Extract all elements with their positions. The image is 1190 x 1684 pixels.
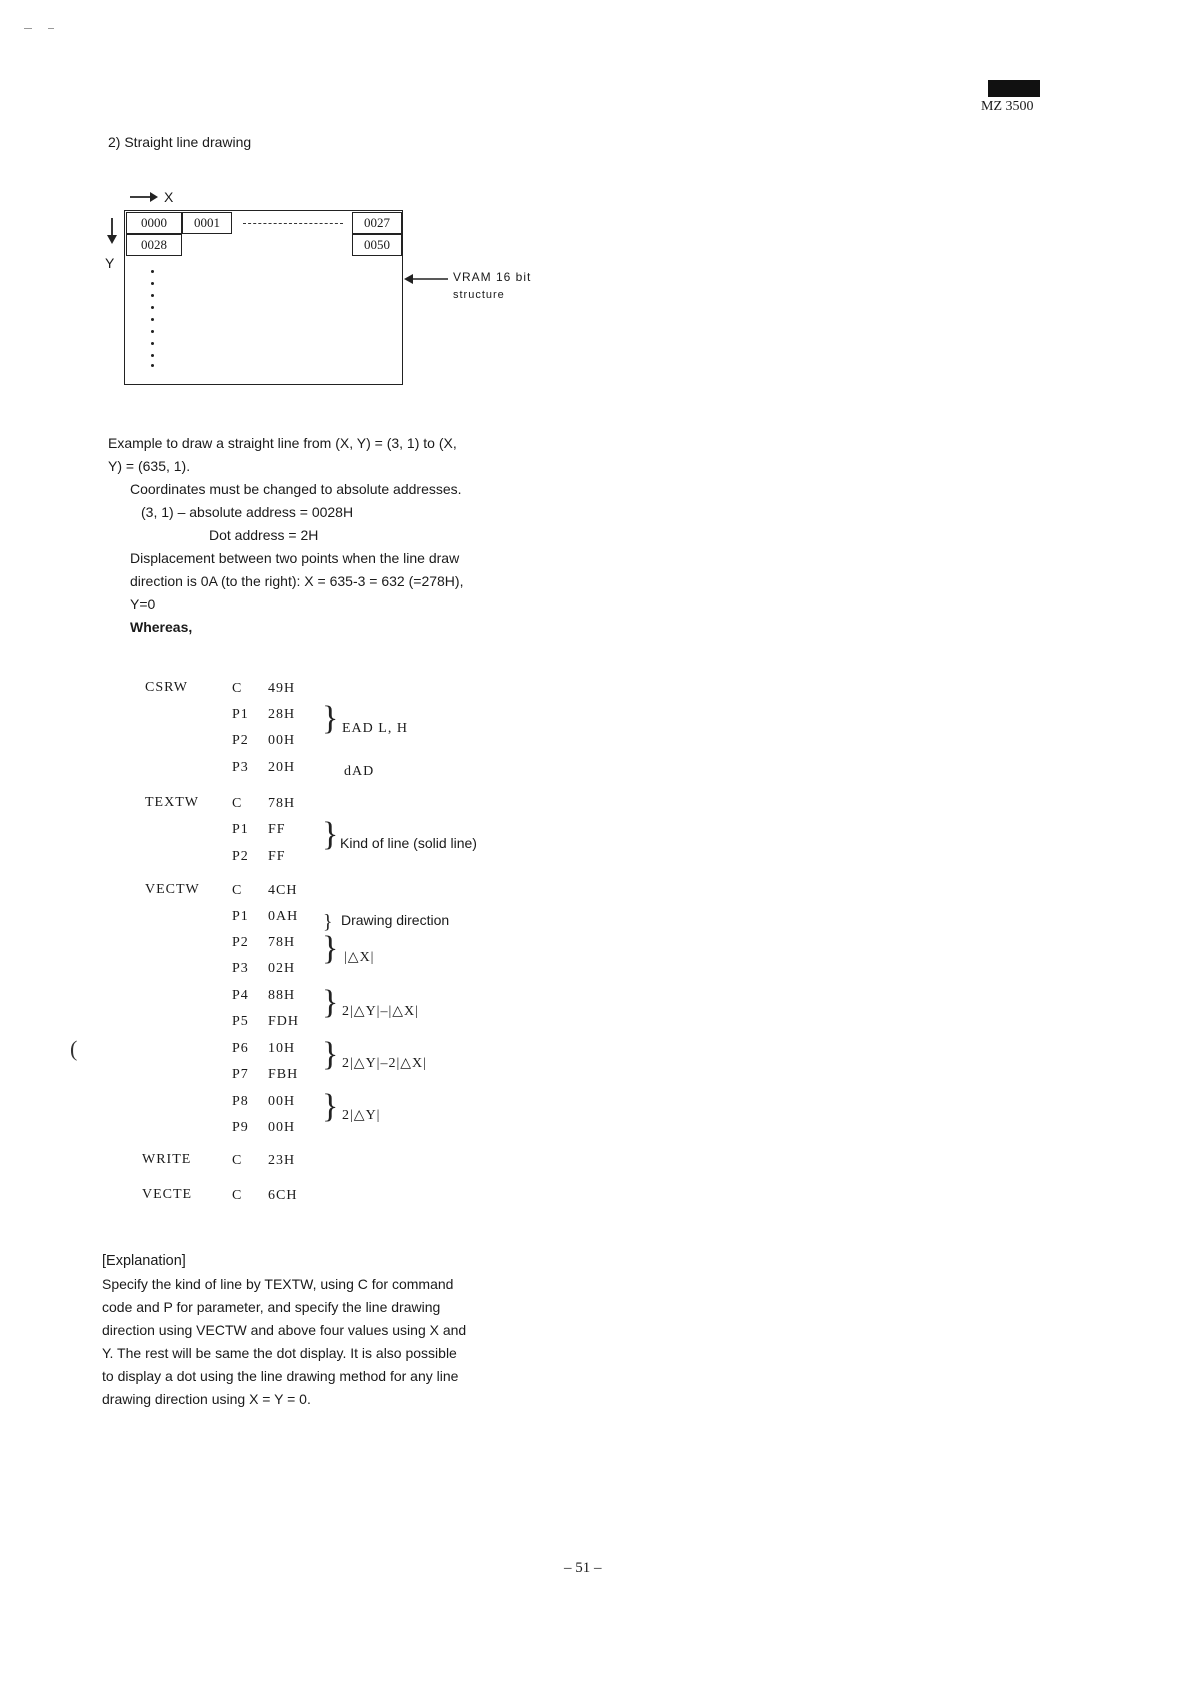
param-code: C xyxy=(232,883,243,898)
explanation-heading: [Explanation] xyxy=(102,1253,186,1269)
dot xyxy=(151,318,154,321)
brace-icon: } xyxy=(322,816,339,853)
example-line: Dot address = 2H xyxy=(209,527,319,543)
dot xyxy=(151,306,154,309)
param-code: P2 xyxy=(232,935,249,950)
param-value: FF xyxy=(268,849,286,864)
brace-icon: } xyxy=(322,930,339,967)
param-code: P3 xyxy=(232,760,249,775)
example-line: Coordinates must be changed to absolute addresses. xyxy=(130,481,462,497)
dot xyxy=(151,294,154,297)
dot xyxy=(151,330,154,333)
cell-0050: 0050 xyxy=(352,234,402,256)
param-value: 28H xyxy=(268,707,296,722)
annotation-dx: |△X| xyxy=(344,950,375,965)
dot xyxy=(151,270,154,273)
page-number: – 51 – xyxy=(564,1560,602,1576)
annotation-2dy: 2|△Y| xyxy=(342,1108,381,1123)
param-code: P8 xyxy=(232,1094,249,1109)
cell-0027: 0027 xyxy=(352,212,402,234)
example-line: (3, 1) – absolute address = 0028H xyxy=(141,504,354,520)
param-code: P5 xyxy=(232,1014,249,1029)
brace-icon: } xyxy=(322,984,339,1021)
dot xyxy=(151,354,154,357)
command-name: WRITE xyxy=(142,1152,192,1167)
param-code: P9 xyxy=(232,1120,249,1135)
param-value: 49H xyxy=(268,681,296,696)
command-name: TEXTW xyxy=(145,795,199,810)
model-label: MZ 3500 xyxy=(981,99,1034,114)
command-name: VECTW xyxy=(145,882,200,897)
explanation-line: code and P for parameter, and specify the line drawing xyxy=(102,1299,441,1315)
explanation-line: to display a dot using the line drawing method for any line xyxy=(102,1368,459,1384)
vram-label: VRAM 16 bit xyxy=(453,270,532,284)
param-value: FBH xyxy=(268,1067,299,1082)
param-code: P2 xyxy=(232,733,249,748)
dot xyxy=(151,342,154,345)
example-line: Whereas, xyxy=(130,619,193,635)
brace-icon: } xyxy=(322,1088,339,1125)
brace-icon: } xyxy=(323,911,333,933)
annotation-ead: EAD L, H xyxy=(342,721,408,736)
explanation-line: Y. The rest will be same the dot display. It is also possible xyxy=(102,1345,457,1361)
annotation-kind: Kind of line (solid line) xyxy=(340,835,477,851)
param-value: 00H xyxy=(268,1094,296,1109)
param-code: P7 xyxy=(232,1067,249,1082)
scan-mark xyxy=(48,28,54,29)
param-value: 00H xyxy=(268,1120,296,1135)
cell-0028: 0028 xyxy=(126,234,182,256)
example-line: Displacement between two points when the line draw xyxy=(130,550,460,566)
command-name: VECTE xyxy=(142,1187,193,1202)
brace-icon: } xyxy=(322,1036,339,1073)
param-code: P3 xyxy=(232,961,249,976)
param-code: C xyxy=(232,681,243,696)
param-value: 00H xyxy=(268,733,296,748)
annotation-direction: Drawing direction xyxy=(341,912,450,928)
example-line: Y=0 xyxy=(130,596,156,612)
vram-label-structure: structure xyxy=(453,289,505,301)
param-value: 88H xyxy=(268,988,296,1003)
arrow-left-icon xyxy=(404,272,450,286)
annotation-2dy-dx: 2|△Y|–|△X| xyxy=(342,1004,419,1019)
scan-mark: ( xyxy=(70,1036,78,1061)
example-line: Y) = (635, 1). xyxy=(108,458,191,474)
param-value: FF xyxy=(268,822,286,837)
annotation-2dy-2dx: 2|△Y|–2|△X| xyxy=(342,1056,427,1071)
dot xyxy=(151,364,154,367)
param-code: C xyxy=(232,796,243,811)
param-value: 23H xyxy=(268,1153,296,1168)
y-axis-label: Y xyxy=(105,255,115,271)
param-value: 4CH xyxy=(268,883,298,898)
param-value: 10H xyxy=(268,1041,296,1056)
param-value: 02H xyxy=(268,961,296,976)
param-code: P6 xyxy=(232,1041,249,1056)
param-value: 78H xyxy=(268,935,296,950)
param-value: 0AH xyxy=(268,909,299,924)
cell-0001: 0001 xyxy=(182,212,232,234)
scan-mark xyxy=(24,28,32,29)
example-line: Example to draw a straight line from (X, Y) = (3, 1) to (X, xyxy=(108,435,457,451)
param-code: P4 xyxy=(232,988,249,1003)
param-code: P1 xyxy=(232,909,249,924)
explanation-line: Specify the kind of line by TEXTW, using C for command xyxy=(102,1276,454,1292)
cell-0000: 0000 xyxy=(126,212,182,234)
section-title: 2) Straight line drawing xyxy=(108,134,252,150)
explanation-line: direction using VECTW and above four values using X and xyxy=(102,1322,467,1338)
example-line: direction is 0A (to the right): X = 635-3 = 632 (=278H), xyxy=(130,573,464,589)
dot xyxy=(151,282,154,285)
annotation-dad: dAD xyxy=(344,764,375,779)
logo-block xyxy=(988,80,1040,97)
param-code: P2 xyxy=(232,849,249,864)
param-code: P1 xyxy=(232,822,249,837)
param-value: FDH xyxy=(268,1014,300,1029)
x-axis-label: X xyxy=(164,189,174,205)
param-code: P1 xyxy=(232,707,249,722)
param-value: 78H xyxy=(268,796,296,811)
explanation-line: drawing direction using X = Y = 0. xyxy=(102,1391,311,1407)
brace-icon: } xyxy=(322,700,339,737)
param-value: 20H xyxy=(268,760,296,775)
command-name: CSRW xyxy=(145,680,188,695)
param-value: 6CH xyxy=(268,1188,298,1203)
param-code: C xyxy=(232,1188,243,1203)
param-code: C xyxy=(232,1153,243,1168)
dotted-separator xyxy=(243,223,343,224)
